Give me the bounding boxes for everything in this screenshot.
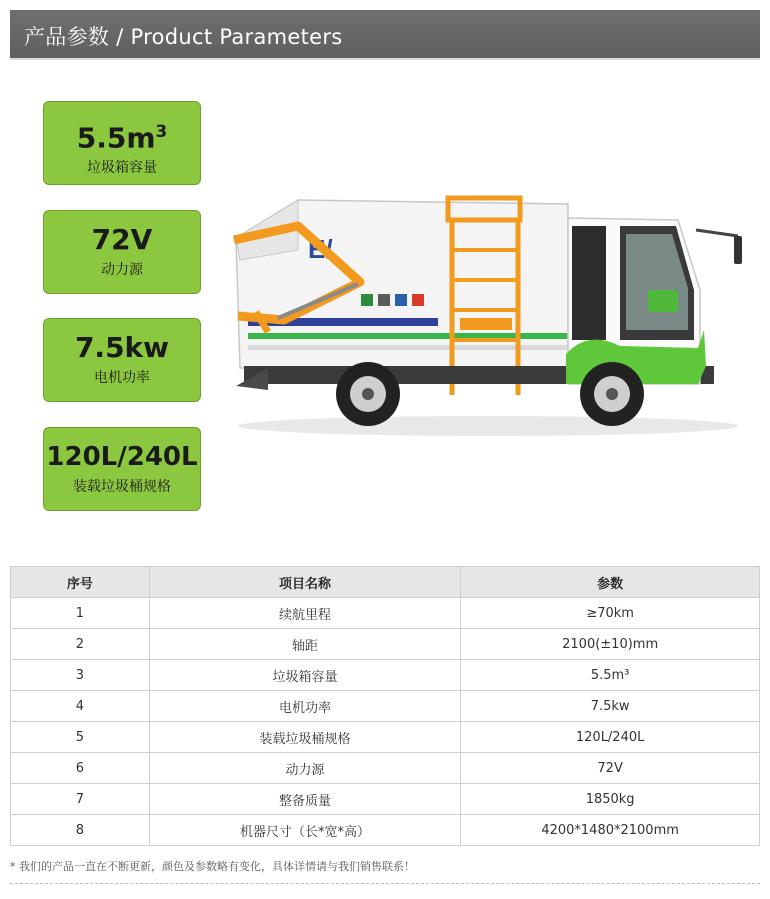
col-header-item: 项目名称	[149, 567, 461, 598]
row-index: 1	[11, 598, 150, 629]
section-title: 产品参数 / Product Parameters	[24, 25, 343, 49]
row-index: 4	[11, 691, 150, 722]
table-row	[11, 598, 760, 629]
row-value: 1850kg	[461, 784, 760, 815]
spec-value: $5.5m^3$	[76, 121, 168, 155]
col-header-value: 参数	[461, 567, 760, 598]
spec-label: 装载垃圾桶规格	[73, 479, 171, 495]
spec-value: 7.5kw	[74, 331, 170, 364]
row-value: 2100(±10)mm	[461, 629, 760, 660]
spec-card-motor-power	[43, 318, 201, 402]
row-item: 垃圾箱容量	[149, 660, 461, 691]
row-item: 装载垃圾桶规格	[149, 722, 461, 753]
row-item: 电机功率	[149, 691, 461, 722]
spec-card-capacity	[43, 101, 201, 185]
disclaimer-note: * 我们的产品一直在不断更新，颜色及参数略有变化，具体详情请与我们销售联系！	[10, 860, 415, 873]
row-item: 续航里程	[149, 598, 461, 629]
table-row	[11, 753, 760, 784]
row-item: 动力源	[149, 753, 461, 784]
row-index: 2	[11, 629, 150, 660]
spec-label: 垃圾箱容量	[87, 160, 157, 177]
row-index: 5	[11, 722, 150, 753]
table-row	[11, 784, 760, 815]
row-item: 整备质量	[149, 784, 461, 815]
table-row	[11, 629, 760, 660]
row-index: 8	[11, 815, 150, 846]
row-index: 6	[11, 753, 150, 784]
table-row	[11, 722, 760, 753]
row-index: 3	[11, 660, 150, 691]
parameters-table	[10, 566, 760, 846]
spec-value: 72V	[91, 223, 153, 256]
row-item: 轴距	[149, 629, 461, 660]
spec-label: 电机功率	[94, 370, 150, 386]
row-index: 7	[11, 784, 150, 815]
table-row	[11, 691, 760, 722]
spec-card-power-source	[43, 210, 201, 294]
row-value: 7.5kw	[461, 691, 760, 722]
row-value: 120L/240L	[461, 722, 760, 753]
section-header	[10, 10, 760, 58]
spec-card-bin-spec	[43, 427, 201, 511]
row-value: ≥70km	[461, 598, 760, 629]
spec-value: 120L/240L	[46, 442, 198, 472]
row-value: 4200*1480*2100mm	[461, 815, 760, 846]
row-item: 机器尺寸（长*宽*高）	[149, 815, 461, 846]
dashed-divider	[10, 883, 760, 884]
spec-label: 动力源	[101, 262, 143, 278]
row-value: 5.5m³	[461, 660, 760, 691]
table-row	[11, 815, 760, 846]
col-header-index: 序号	[11, 567, 150, 598]
truck-logo: E/	[308, 234, 333, 264]
row-value: 72V	[461, 753, 760, 784]
table-header-row	[11, 567, 760, 598]
garbage-truck-image	[228, 190, 748, 440]
garbage-truck-illustration	[228, 190, 748, 440]
table-row	[11, 660, 760, 691]
